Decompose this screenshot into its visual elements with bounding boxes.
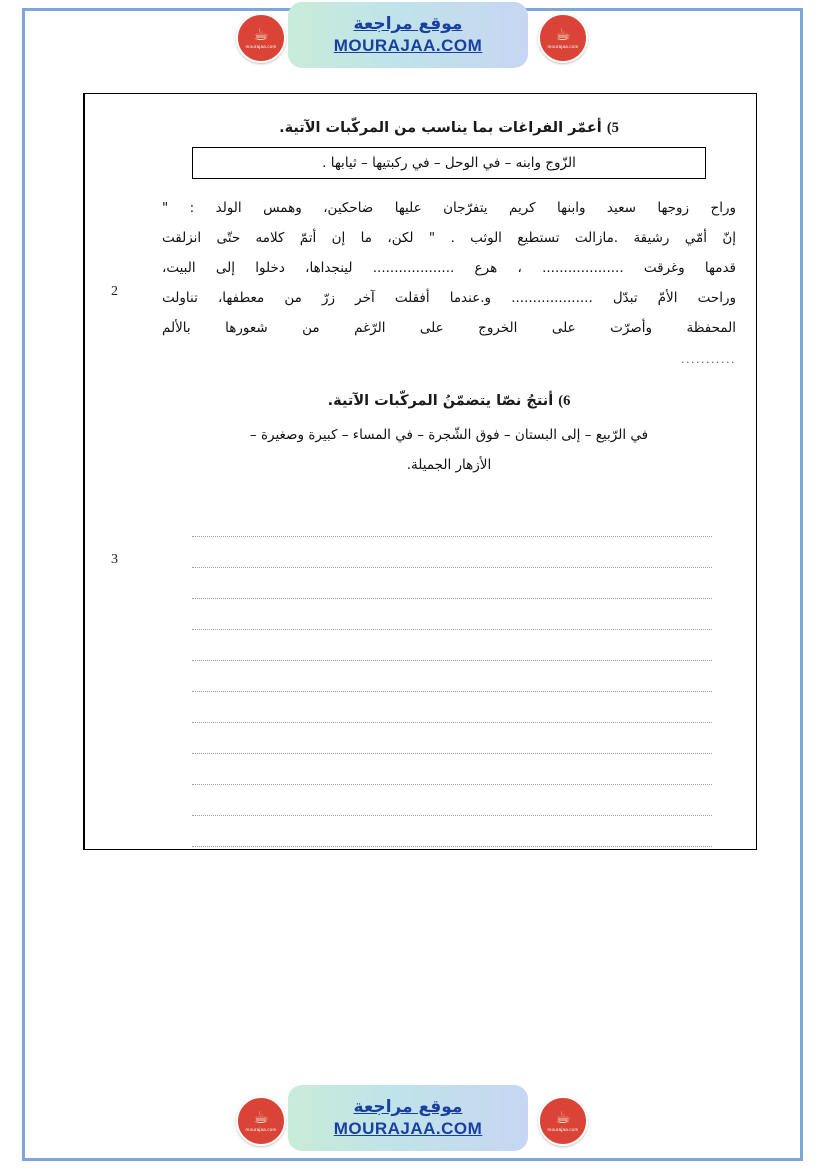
prompt-line: في الرّبيع – إلى البستان – فوق الشّجرة – في المساء – كبيرة وصغيرة – — [249, 427, 649, 443]
watermark-title-ar: موقع مراجعة — [353, 14, 463, 34]
passage-line: إنّ أمّي رشيقة .مازالت تستطيع الوثب . " لكن، ما إن أتمّ كلامه حتّى انزلقت — [162, 230, 736, 246]
logo-caption: mourajaa.com — [547, 1126, 579, 1132]
mark-value-q5: 2 — [111, 284, 118, 299]
prompt-line: الأزهار الجميلة. — [406, 457, 492, 473]
cup-icon: ☕ — [253, 24, 269, 45]
exercise-q5-number: 5) — [606, 120, 619, 136]
exercise-q5-instruction: أعمّر الفراغات بما يناسب من المركّبات الآتية. — [279, 120, 602, 136]
cup-icon: ☕ — [555, 1107, 571, 1128]
answer-line[interactable] — [192, 723, 712, 754]
mourajaa-logo-icon — [236, 13, 286, 63]
exercise-q6-prompt — [158, 420, 740, 480]
passage-trailing-dots: ........... — [681, 353, 736, 366]
watermark-url: MOURAJAA.COM — [333, 36, 483, 55]
passage-line: المحفظة وأصرّت على الخروج على الرّغم من شعورها بالألم — [162, 320, 736, 336]
answer-line[interactable] — [192, 661, 712, 692]
answer-lines-area[interactable] — [158, 506, 740, 847]
exercise-q6-instruction: أنتجُ نصّا يتضمّنُ المركّبات الآتية. — [327, 393, 554, 409]
answer-line[interactable] — [192, 599, 712, 630]
passage-line: وراح زوجها سعيد وابنها كريم يتفرّجان عليها ضاحكين، وهمس الولد : " — [162, 200, 736, 216]
mourajaa-logo-icon — [538, 13, 588, 63]
answer-line[interactable] — [192, 506, 712, 537]
answer-line[interactable] — [192, 754, 712, 785]
exercise-q6 — [158, 393, 740, 847]
answer-line[interactable] — [192, 785, 712, 816]
exercise-q5-title — [158, 120, 740, 137]
passage-line: وراحت الأمّ تبدّل ................... و.عندما أفقلت آخر زرّ من معطفها، تناولت — [162, 290, 736, 306]
exercises-body — [144, 94, 756, 849]
watermark-url: MOURAJAA.COM — [333, 1119, 483, 1138]
watermark-title-ar: موقع مراجعة — [353, 1097, 463, 1117]
mourajaa-logo-icon — [236, 1096, 286, 1146]
watermark-pill-bottom — [288, 1085, 528, 1151]
cup-icon: ☕ — [253, 1107, 269, 1128]
document-page — [65, 41, 795, 1106]
watermark-pill-top — [288, 2, 528, 68]
exercises-table — [83, 93, 757, 850]
mourajaa-logo-icon — [538, 1096, 588, 1146]
answer-line[interactable] — [192, 692, 712, 723]
exercise-q5-passage — [158, 193, 740, 375]
marks-column — [84, 94, 144, 849]
answer-line[interactable] — [192, 537, 712, 568]
logo-caption: mourajaa.com — [245, 43, 277, 49]
watermark-banner-top — [228, 2, 588, 68]
mark-value-q6: 3 — [111, 552, 118, 567]
exercise-q5-choices: الزّوج وابنه – في الوحل – في ركبتيها – ثيابها . — [192, 147, 706, 179]
cup-icon: ☕ — [555, 24, 571, 45]
answer-line[interactable] — [192, 630, 712, 661]
watermark-banner-bottom — [228, 1085, 588, 1151]
exercise-q6-number: 6) — [558, 393, 571, 409]
logo-caption: mourajaa.com — [547, 43, 579, 49]
page-border — [22, 8, 803, 1161]
exercise-q5 — [158, 120, 740, 375]
answer-line[interactable] — [192, 568, 712, 599]
passage-line: قدمها وغرقت ................... ، هرع ................... لينجداها، دخلوا إلى البيت، — [162, 260, 736, 276]
logo-caption: mourajaa.com — [245, 1126, 277, 1132]
exercise-q6-title — [158, 393, 740, 410]
answer-line[interactable] — [192, 816, 712, 847]
